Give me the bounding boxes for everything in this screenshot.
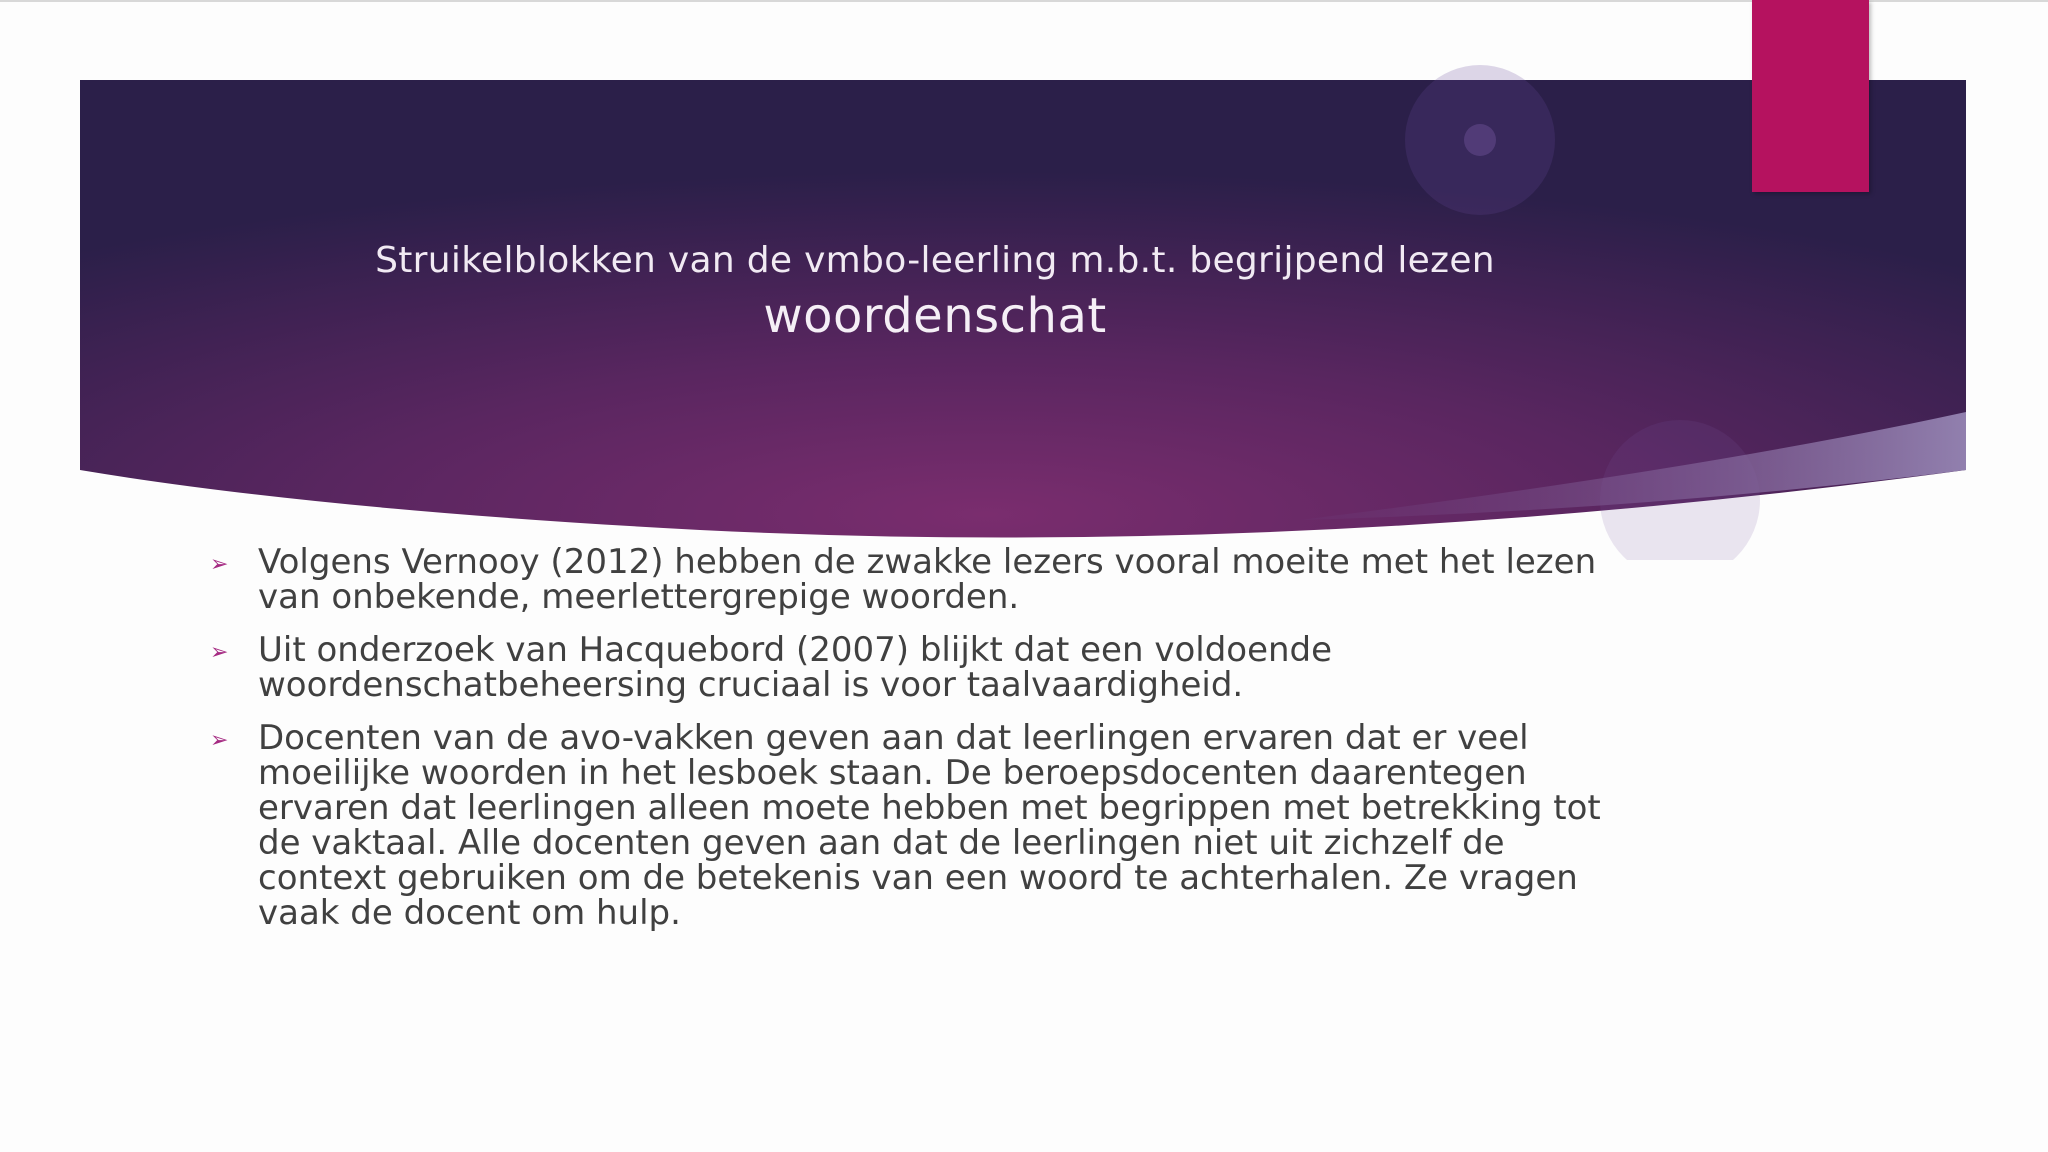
arrowhead-right-icon: ➢ (210, 728, 229, 753)
bullet-item (210, 542, 1690, 617)
bullet-line: woordenschatbeheersing cruciaal is voor taalvaardigheid. (258, 665, 1244, 705)
decorative-circle-small (1464, 124, 1496, 156)
bullet-line: vaak de docent om hulp. (258, 893, 681, 933)
arrowhead-right-icon: ➢ (210, 640, 229, 665)
bullet-list (210, 542, 1690, 949)
bullet-line: context gebruiken om de betekenis van een woord te achterhalen. Ze vragen (258, 858, 1578, 898)
bullet-line: Volgens Vernooy (2012) hebben de zwakke lezers vooral moeite met het lezen (258, 542, 1597, 582)
bullet-line: Uit onderzoek van Hacquebord (2007) blijkt dat een voldoende (258, 630, 1333, 670)
bullet-line: de vaktaal. Alle docenten geven aan dat de leerlingen niet uit zichzelf de (258, 823, 1505, 863)
slide-subtitle: woordenschat (763, 288, 1107, 344)
bullet-line: Docenten van de avo-vakken geven aan dat leerlingen ervaren dat er veel (258, 718, 1529, 758)
bullet-line: van onbekende, meerlettergrepige woorden. (258, 577, 1020, 617)
accent-tab (1752, 0, 1869, 192)
bullet-line: moeilijke woorden in het lesboek staan. De beroepsdocenten daarentegen (258, 753, 1527, 793)
slide-title: Struikelblokken van de vmbo-leerling m.b.t. begrijpend lezen (375, 240, 1495, 281)
bullet-item (210, 718, 1690, 933)
bullet-item (210, 630, 1690, 705)
arrowhead-right-icon: ➢ (210, 552, 229, 577)
bullet-line: ervaren dat leerlingen alleen moete hebben met begrippen met betrekking tot (258, 788, 1601, 828)
